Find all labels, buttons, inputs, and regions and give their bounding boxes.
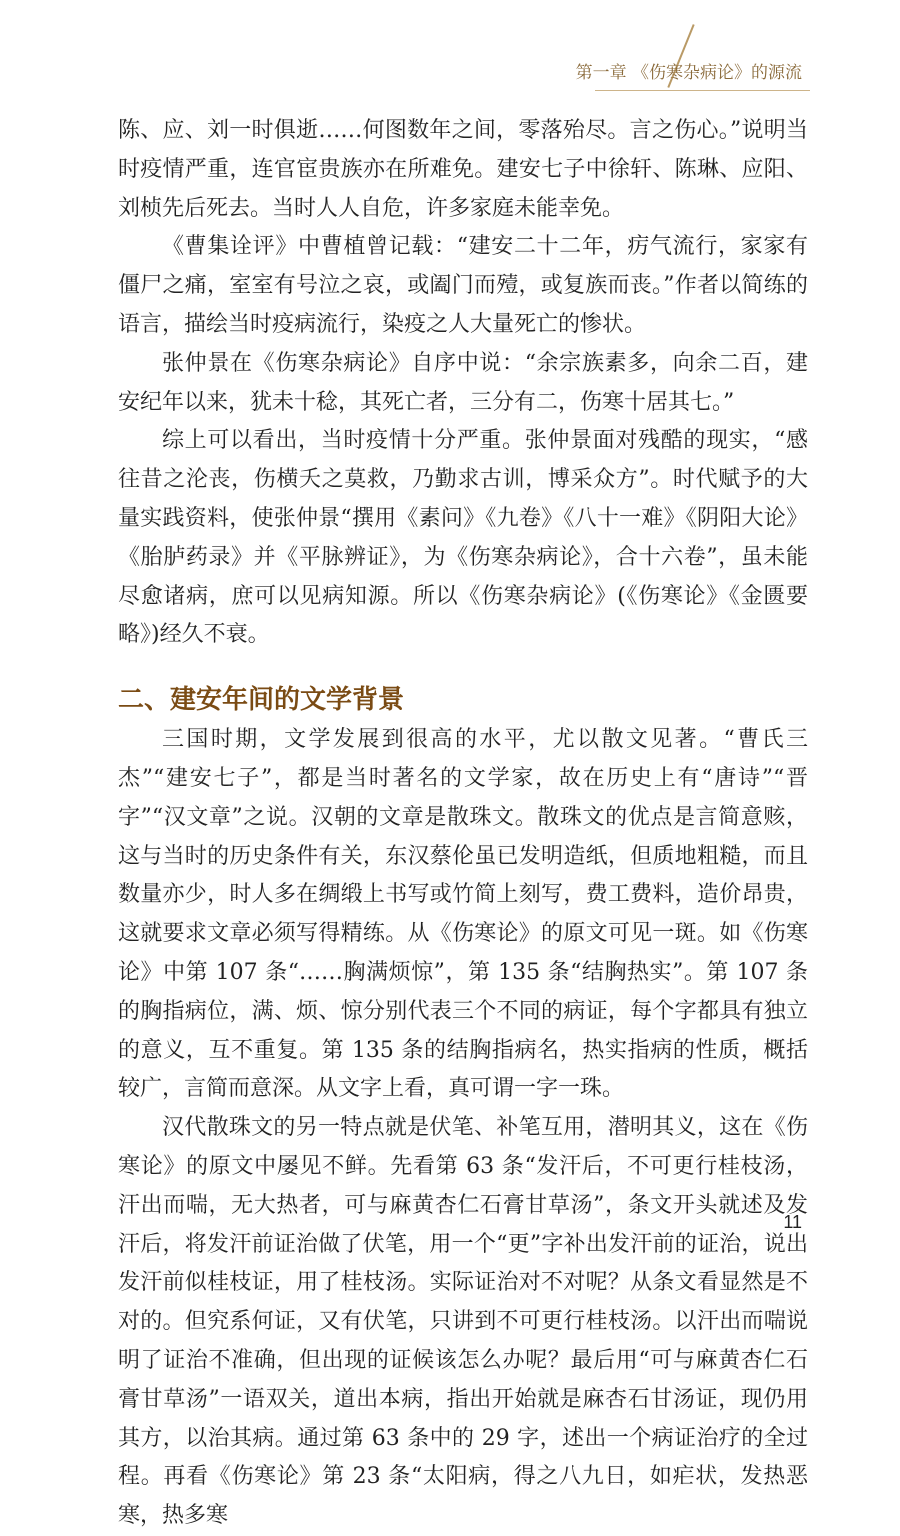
paragraph-1: 陈、应、刘一时俱逝……何图数年之间，零落殆尽。言之伤心。”说明当时疫情严重，连官宦贵族亦在所难免。建安七子中徐轩、陈琳、应阳、刘桢先后死去。当时人人自危，许多家庭未能幸免。 bbox=[118, 118, 808, 221]
running-head: 第一章 《伤寒杂病论》的源流 bbox=[575, 63, 802, 83]
paragraph-5: 三国时期，文学发展到很高的水平，尤以散文见著。“曹氏三杰”“建安七子”，都是当时著名的文学家，故在历史上有“唐诗”“晋字”“汉文章”之说。汉朝的文章是散珠文。散珠文的优点是言简意赅，这与当时的历史条件有关，东汉蔡伦虽已发明造纸，但质地粗糙，而且数量亦少，时人多在绸缎上书写或竹简上刻写，费工费料，造价昂贵，这就要求文章必须写得精练。从《伤寒论》的原文可见一斑。如《伤寒论》中第 107 条“……胸满烦惊”，第 135 条“结胸热实”。第 107 条的胸指病位，满、烦、惊分别代表三个不同的病证，每个字都具有独立的意义，互不重复。第 135 条的结胸指病名，热实指病的性质，概括较广，言简而意深。从文字上看，真可谓一字一珠。 bbox=[118, 727, 808, 1102]
page-number: 11 bbox=[783, 1212, 802, 1232]
paragraph-2: 《曹集诠评》中曹植曾记载：“建安二十二年，疠气流行，家家有僵尸之痛，室室有号泣之哀，或阖门而殪，或复族而丧。”作者以简练的语言，描绘当时疫病流行，染疫之人大量死亡的惨状。 bbox=[118, 234, 808, 337]
paragraph-4: 综上可以看出，当时疫情十分严重。张仲景面对残酷的现实，“感往昔之沦丧，伤横夭之莫救，乃勤求古训，博采众方”。时代赋予的大量实践资料，使张仲景“撰用《素问》《九卷》《八十一难》《阴阳大论》《胎胪药录》并《平脉辨证》，为《伤寒杂病论》，合十六卷”，虽未能尽愈诸病，庶可以见病知源。所以《伤寒杂病论》(《伤寒论》《金匮要略》)经久不衰。 bbox=[118, 428, 808, 648]
running-head-rule bbox=[595, 90, 810, 91]
body-text bbox=[118, 112, 808, 1536]
section-heading: 二、建安年间的文学背景 bbox=[118, 685, 405, 716]
paragraph-3: 张仲景在《伤寒杂病论》自序中说：“余宗族素多，向余二百，建安纪年以来，犹未十稔，其死亡者，三分有二，伤寒十居其七。” bbox=[118, 350, 808, 415]
paragraph-6: 汉代散珠文的另一特点就是伏笔、补笔互用，潜明其义，这在《伤寒论》的原文中屡见不鲜。先看第 63 条“发汗后，不可更行桂枝汤，汗出而喘，无大热者，可与麻黄杏仁石膏甘草汤”，条文开头就述及发汗后，将发汗前证治做了伏笔，用一个“更”字补出发汗前的证治，说出发汗前似桂枝证，用了桂枝汤。实际证治对不对呢？从条文看显然是不对的。但究系何证，又有伏笔，只讲到不可更行桂枝汤。以汗出而喘说明了证治不准确，但出现的证候该怎么办呢？最后用“可与麻黄杏仁石膏甘草汤”一语双关，道出本病，指出开始就是麻杏石甘汤证，现仍用其方，以治其病。通过第 63 条中的 29 字，述出一个病证治疗的全过程。再看《伤寒论》第 23 条“太阳病，得之八九日，如疟状，发热恶寒，热多寒 bbox=[118, 1115, 808, 1529]
